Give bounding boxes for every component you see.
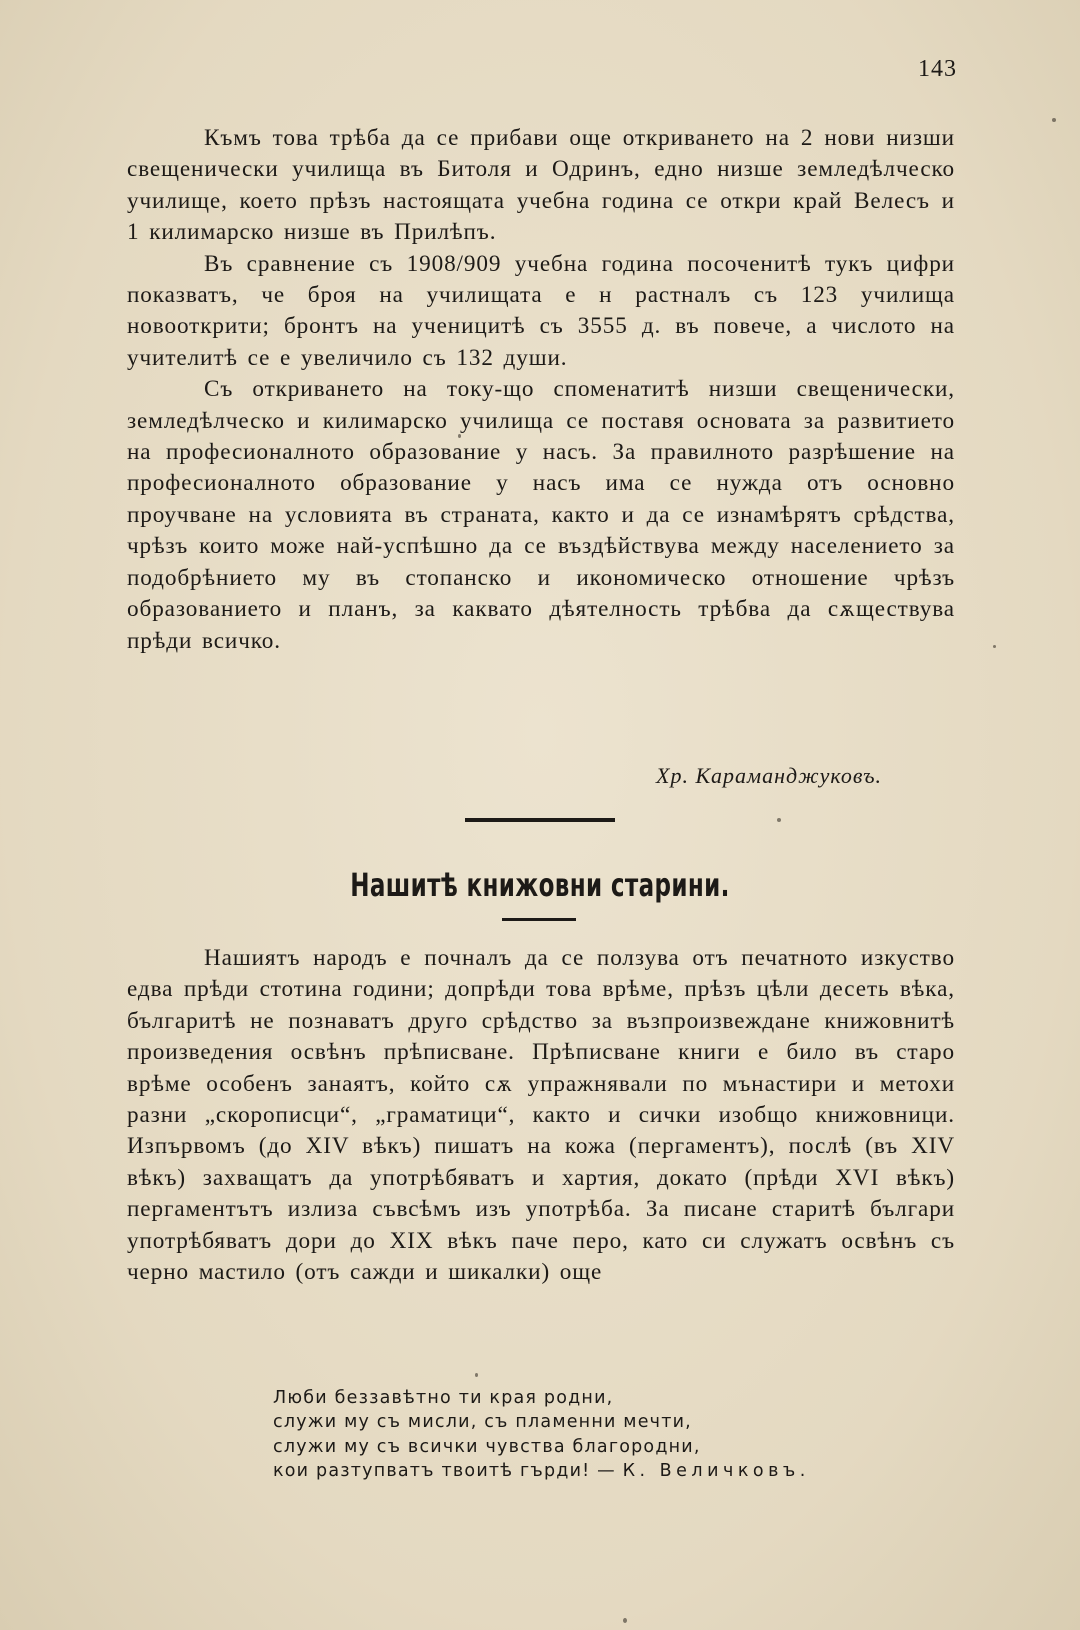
paper-speck: [623, 1618, 627, 1623]
poem-line: служи му съ всички чувства благородни,: [273, 1436, 701, 1457]
article-continuation: [127, 123, 955, 657]
paper-speck: [1052, 118, 1056, 122]
poem-author: К. Величковъ.: [622, 1460, 810, 1481]
poem-line: кои разтупватъ твоитѣ гърди!: [273, 1460, 591, 1481]
article-body: [127, 943, 955, 1288]
paragraph: Къмъ това трѣба да се прибави още откриването на 2 нови низши свещенически училища въ Битоля и Одринъ, едно низше земледѣлческо училище, което прѣзъ настоящата учебна година се откри край Велесъ и 1 килимарско низше въ Прилѣпъ.: [127, 125, 955, 246]
poem-line: Люби беззавѣтно ти края родни,: [273, 1388, 614, 1408]
poem-last-line: [273, 1459, 810, 1483]
paper-speck: [458, 434, 461, 438]
poem-line: служи му съ мисли, съ пламенни мечти,: [273, 1412, 692, 1433]
section-heading: Нашитѣ книжовни старини.: [350, 866, 730, 904]
paper-speck: [475, 1373, 478, 1377]
poem-epigraph: [273, 1386, 810, 1483]
paper-speck: [777, 818, 781, 822]
heading-underline: [502, 918, 576, 921]
author-signature: Хр. Караманджуковъ.: [656, 763, 882, 788]
section-divider: [465, 818, 615, 822]
page-number: 143: [918, 56, 957, 82]
paragraph: Нашиятъ народъ е почналъ да се ползува отъ печатното изкуство едва прѣди стотина години; допрѣди това врѣме, прѣзъ цѣли десеть вѣка, българитѣ не познаватъ друго срѣдство за възпроизвеждане книжовнитѣ произведения освѣнъ прѣписване. Прѣписване книги е било въ старо врѣме особенъ занаятъ, който сѫ упражнявали по мънастири и метохи разни „скорописци“, „граматици“, както и сички изобщо книжовници. Изпървомъ (до XIV вѣкъ) пишатъ на кожа (пергаментъ), послѣ (въ XIV вѣкъ) захващатъ да употрѣбяватъ и хартия, докато (прѣди XVI вѣкъ) пергаментътъ излиза съвсѣмъ изъ употрѣба. За писане старитѣ българи употрѣбяватъ дори до XIX вѣкъ паче перо, като си служатъ освѣнъ съ черно мастило (отъ сажди и шикалки) още: [127, 945, 955, 1286]
paragraph: Съ откриването на току-що споменатитѣ низши свещенически, земледѣлческо и килимарско училища се поставя основата за развитието на професионалното образование у насъ. За правилното разрѣшение на професионалното образование у насъ има се нужда отъ основно проучване на условията въ страната, както и да се изнамѣрятъ срѣдства, чрѣзъ които може най-успѣшно да се въздѣйствува между населението за подобрѣнието му въ стопанско и икономическо отношение чрѣзъ образованието и планъ, за каквато дѣятелность трѣбва да сѫществува прѣди всичко.: [127, 376, 955, 654]
paragraph: Въ сравнение съ 1908/909 учебна година посоченитѣ тукъ цифри показватъ, че броя на училищата е н растналъ съ 123 училища новооткрити; бронтъ на ученицитѣ съ 3555 д. въ повече, а числото на учителитѣ се е увеличило съ 132 души.: [127, 250, 955, 371]
paper-speck: [993, 645, 996, 648]
poem-dash: —: [590, 1460, 623, 1481]
